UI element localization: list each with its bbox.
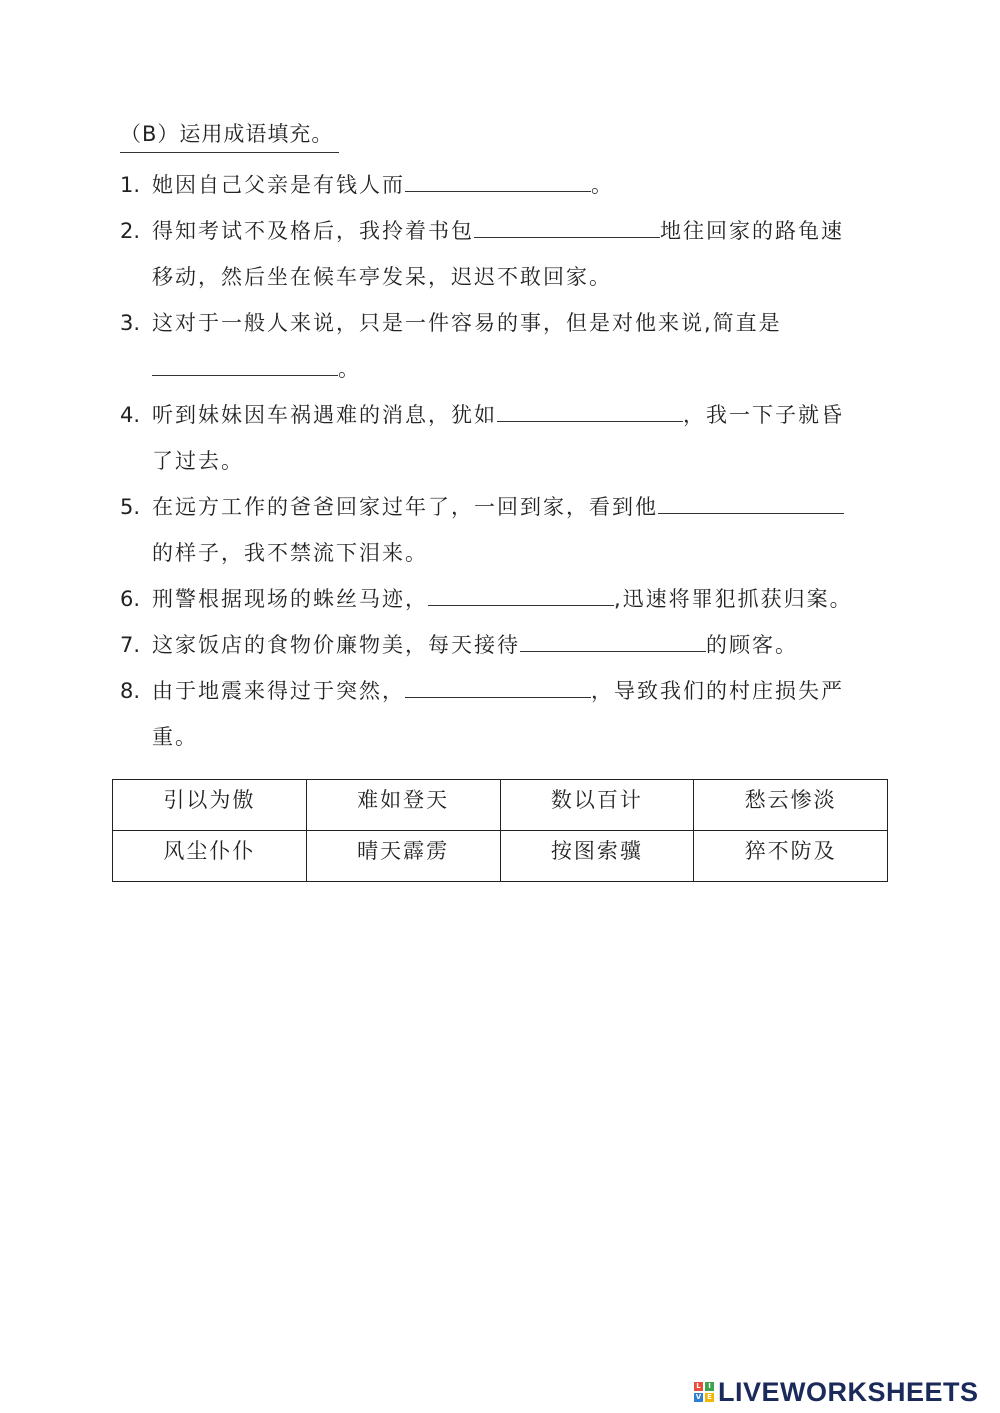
question-4-continued: 了过去。: [152, 449, 244, 473]
answer-blank-7[interactable]: [520, 631, 706, 652]
word-bank-cell: 按图索骥: [500, 831, 694, 882]
liveworksheets-logo-icon: L I V E: [694, 1382, 714, 1402]
liveworksheets-brand: [694, 1377, 979, 1407]
answer-blank-6[interactable]: [428, 585, 614, 606]
question-1: 1. 她因自己父亲是有钱人而 。: [120, 173, 614, 197]
word-bank-cell: 引以为傲: [113, 780, 307, 831]
question-7: 7. 这家饭店的食物价廉物美，每天接待 的顾客。: [120, 633, 798, 657]
word-bank-cell: 愁云惨淡: [694, 780, 888, 831]
question-2: 2. 得知考试不及格后，我拎着书包 地往回家的路龟速: [120, 219, 844, 243]
question-2-continued: 移动，然后坐在候车亭发呆，迟迟不敢回家。: [152, 265, 612, 289]
word-bank-cell: 猝不防及: [694, 831, 888, 882]
brand-name: LIVEWORKSHEETS: [718, 1376, 979, 1407]
question-5-continued: 的样子，我不禁流下泪来。: [152, 541, 428, 565]
question-3: 3. 这对于一般人来说，只是一件容易的事，但是对他来说,简直是: [120, 311, 782, 335]
word-bank-cell: 晴天霹雳: [306, 831, 500, 882]
word-bank-cell: 数以百计: [500, 780, 694, 831]
answer-blank-8[interactable]: [405, 677, 591, 698]
question-6: 6. 刑警根据现场的蛛丝马迹， ,迅速将罪犯抓获归案。: [120, 587, 853, 611]
answer-blank-5[interactable]: [658, 493, 844, 514]
answer-blank-2[interactable]: [474, 217, 660, 238]
answer-blank-4[interactable]: [497, 401, 683, 422]
word-bank-cell: 难如登天: [306, 780, 500, 831]
word-bank-cell: 风尘仆仆: [113, 831, 307, 882]
answer-blank-1[interactable]: [405, 171, 591, 192]
question-4: 4. 听到妹妹因车祸遇难的消息，犹如 ，我一下子就昏: [120, 403, 844, 427]
question-8-continued: 重。: [152, 725, 198, 749]
question-list: [120, 162, 880, 760]
word-bank-table: [112, 779, 888, 882]
section-title: （B）运用成语填充。: [120, 118, 339, 153]
question-8: 8. 由于地震来得过于突然， ，导致我们的村庄损失严: [120, 679, 844, 703]
question-3-continued: 。: [120, 346, 880, 392]
answer-blank-3[interactable]: [152, 355, 338, 376]
word-bank-row: [113, 831, 888, 882]
word-bank-row: [113, 780, 888, 831]
question-5: 5. 在远方工作的爸爸回家过年了，一回到家，看到他: [120, 484, 880, 530]
